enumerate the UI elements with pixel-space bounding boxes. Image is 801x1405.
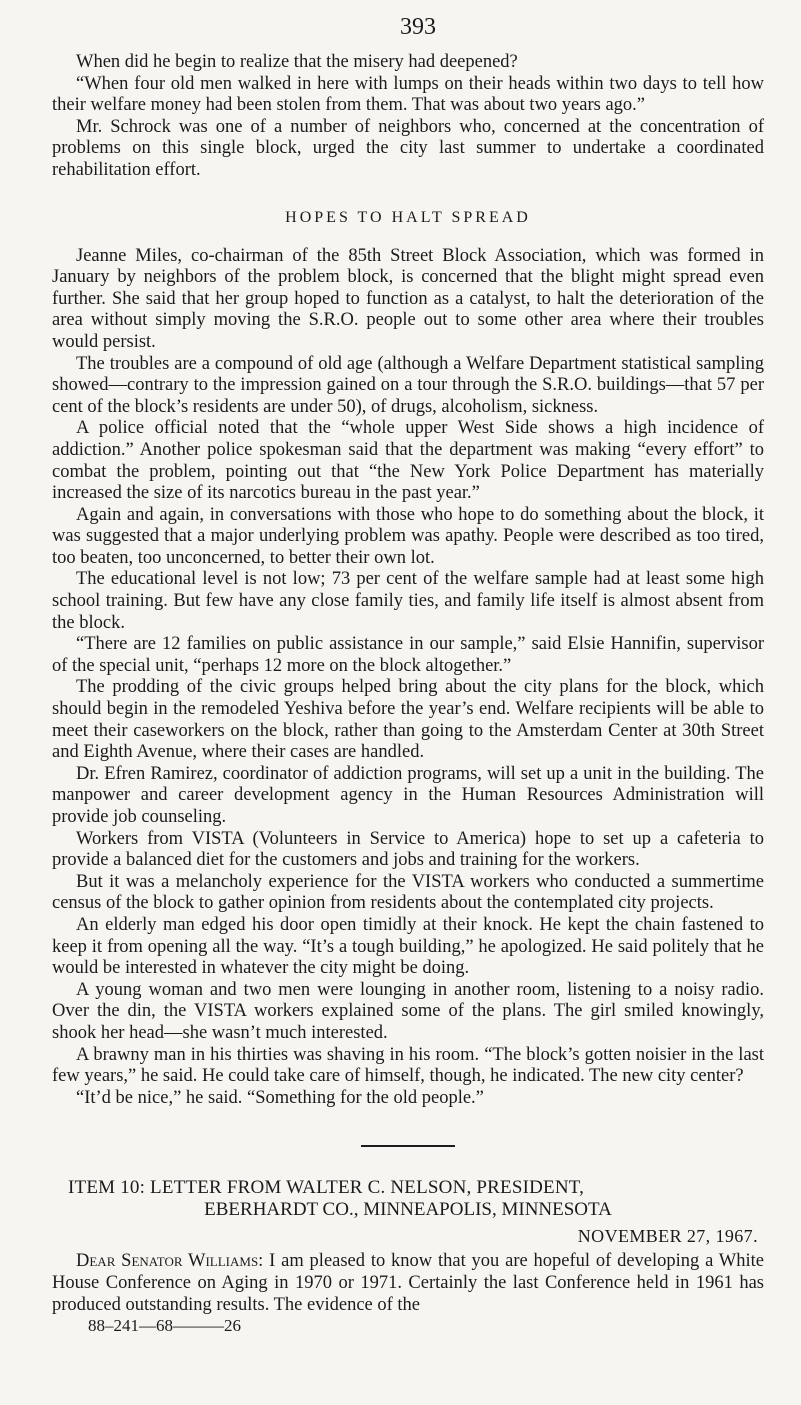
paragraph: “There are 12 families on public assistance in our sample,” said Elsie Hannifin, supervisor of the special unit, “perhaps 12 more on the block altogether.” (52, 634, 764, 676)
paragraph: The prodding of the civic groups helped bring about the city plans for the block, which should begin in the remodeled Yeshiva before the year’s end. Welfare recipients will be able to meet their caseworkers on the block, rather than going to the Amsterdam Center at 30th Street and Eighth Avenue, where their cases are handled. (52, 677, 764, 763)
paragraph: “When four old men walked in here with lumps on their heads within two days to tell how their welfare money had been stolen from them. That was about two years ago.” (52, 73, 764, 116)
footer-signature-mark: 88–241—68———26 (88, 1316, 241, 1336)
page-number: 393 (400, 14, 436, 40)
section-heading: HOPES TO HALT SPREAD (285, 208, 531, 226)
letter-text: I am pleased to know that you are hopeful of developing a White House Conference on Aging in 1970 or 1971. Certainly the last Conference held in 1961 has produced outstanding results. The evidence of the (52, 1251, 764, 1315)
paragraph: Mr. Schrock was one of a number of neighbors who, concerned at the concentration of problems on this single block, urged the city last summer to undertake a coordinated rehabilitation effort. (52, 116, 764, 180)
letter-date: NOVEMBER 27, 1967. (577, 1226, 758, 1247)
paragraph: Again and again, in conversations with those who hope to do something about the block, it was suggested that a major underlying problem was apathy. People were described as too tired, too beaten, too unconcerned, to better their own lot. (52, 504, 764, 568)
paragraph: A police official noted that the “whole upper West Side shows a high incidence of addiction.” Another police spokesman said that the department was making “every effort” to combat the problem, pointing out that “the New York Police Department has materially increased the size of its narcotics bureau in the past year.” (52, 418, 764, 504)
paragraph: A brawny man in his thirties was shaving in his room. “The block’s gotten noisier in the last few years,” he said. He could take care of himself, though, he indicated. The new city center? (52, 1044, 764, 1087)
letter-body (52, 1251, 764, 1316)
paragraph: The troubles are a compound of old age (although a Welfare Department statistical sampling showed—contrary to the impression gained on a tour through the S.R.O. buildings—that 57 per cent of the block’s residents are under 50), of drugs, alcoholism, sickness. (52, 353, 764, 417)
item-title: ITEM 10: LETTER FROM WALTER C. NELSON, PRESIDENT, (68, 1177, 585, 1199)
paragraph: When did he begin to realize that the misery had deepened? (76, 52, 518, 72)
top-paragraphs (52, 52, 764, 182)
item-title-continued: EBERHARDT CO., MINNEAPOLIS, MINNESOTA (204, 1199, 612, 1221)
paragraph: Workers from VISTA (Volunteers in Service to America) hope to set up a cafeteria to provide a balanced diet for the customers and jobs and training for the workers. (52, 828, 764, 871)
paragraph: Dr. Efren Ramirez, coordinator of addiction programs, will set up a unit in the building. The manpower and career development agency in the Human Resources Administration will provide job counseling. (52, 763, 764, 827)
paragraph: An elderly man edged his door open timidly at their knock. He kept the chain fastened to keep it from opening all the way. “It’s a tough building,” he apologized. He said politely that he would be interested in whatever the city might be doing. (52, 914, 764, 979)
paragraph: The educational level is not low; 73 per cent of the welfare sample had at least some high school training. But few have any close family ties, and family life itself is almost absent from the block. (52, 569, 764, 633)
letter-salutation: Dear Senator Williams: (76, 1251, 264, 1272)
paragraph: A young woman and two men were lounging in another room, listening to a noisy radio. Over the din, the VISTA workers explained some of the plans. The girl smiled knowingly, shook her head—she wasn’t much interested. (52, 979, 764, 1043)
paragraph: Jeanne Miles, co-chairman of the 85th Street Block Association, which was formed in January by neighbors of the problem block, is concerned that the blight might spread even further. She said that her group hoped to function as a catalyst, to halt the deterioration of the area without simply moving the S.R.O. people out to some other area where their troubles would persist. (52, 245, 764, 352)
section-divider (361, 1145, 455, 1147)
document-page (52, 14, 764, 1336)
item-heading (52, 1177, 764, 1221)
paragraph: But it was a melancholy experience for the VISTA workers who conducted a summertime census of the block to gather opinion from residents about the contemplated city projects. (52, 871, 764, 914)
main-paragraphs (52, 246, 764, 1110)
paragraph: “It’d be nice,” he said. “Something for the old people.” (76, 1087, 484, 1108)
